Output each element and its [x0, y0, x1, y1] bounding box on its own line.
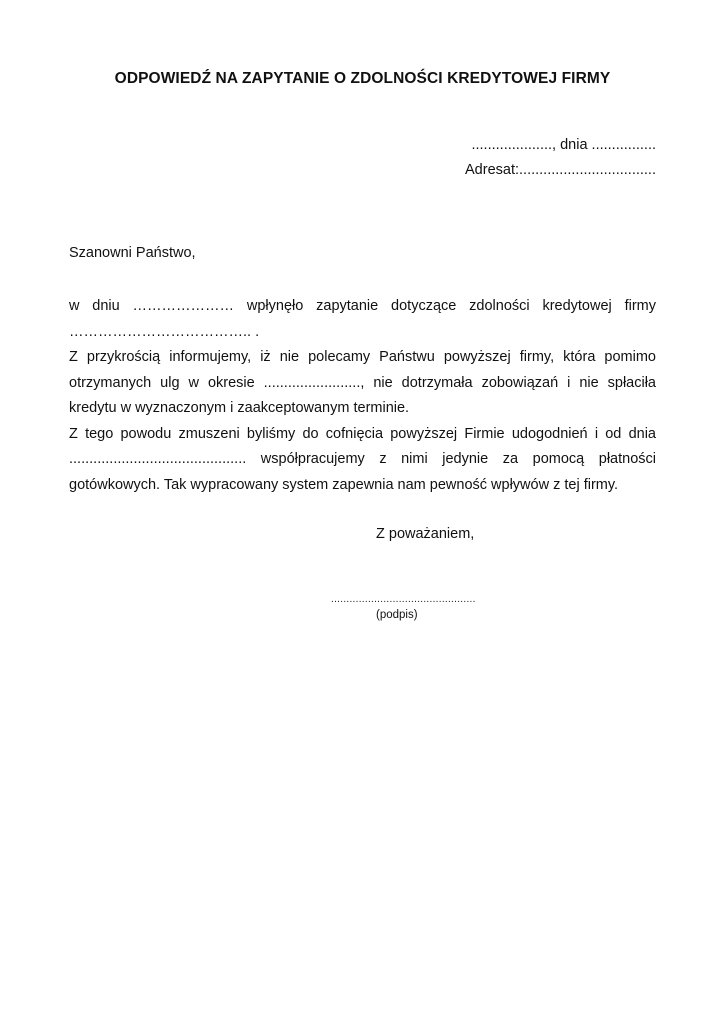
paragraph-inquiry: w dniu ………………… wpłynęło zapytanie dotyczące zdolności kredytowej firmy ……………………………….. .	[69, 298, 656, 340]
paragraph-consequences: Z tego powodu zmuszeni byliśmy do cofnięcia powyższej Firmie udogodnień i od dnia ............................................ współpracujemy z nimi jedynie za pomocą płatności gotówkowych. Tak wypracowany system zapewnia nam pewność wpływów z tej firmy.	[69, 425, 656, 493]
closing: Z poważaniem,	[376, 526, 475, 542]
letter-body	[69, 294, 656, 498]
addressee-field: Adresat:..................................	[465, 162, 656, 178]
greeting: Szanowni Państwo,	[69, 245, 196, 261]
signature-line: ...............................................	[331, 594, 476, 605]
document-title: ODPOWIEDŹ NA ZAPYTANIE O ZDOLNOŚCI KREDYTOWEJ FIRMY	[114, 70, 611, 87]
paragraph-refusal: Z przykrością informujemy, iż nie polecamy Państwu powyższej firmy, która pomimo otrzymanych ulg w okresie ........................, nie dotrzymała zobowiązań i nie spłaciła kredytu w wyznaczonym i zaakceptowanym terminie.	[69, 349, 656, 416]
place-and-date-field: ...................., dnia ................	[471, 137, 656, 153]
signature-caption: (podpis)	[376, 609, 418, 621]
